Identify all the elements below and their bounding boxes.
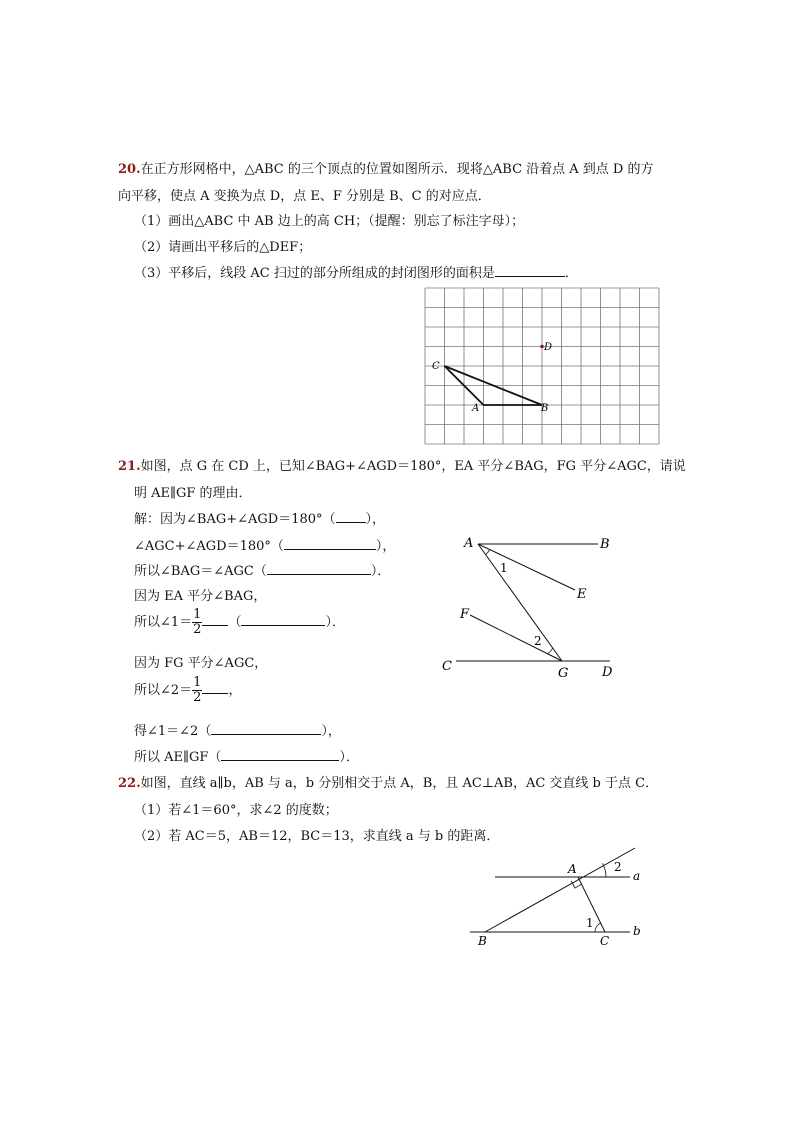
q21-step1-end: ），	[365, 512, 386, 527]
line-fg	[470, 615, 562, 661]
q21-step9-end: ）．	[339, 750, 359, 765]
answer-blank[interactable]	[336, 510, 366, 523]
q21-step5-end: ）．	[325, 615, 345, 630]
q21-step1	[134, 508, 385, 527]
answer-blank[interactable]	[211, 722, 321, 735]
q20-sub2: （2）请画出平移后的△DEF；	[134, 240, 312, 255]
answer-blank[interactable]	[202, 613, 228, 626]
q20-sub1: （1）画出△ABC 中 AB 边上的高 CH；（提醒：别忘了标注字母）；	[134, 214, 525, 229]
q20-sub3	[134, 262, 578, 281]
answer-blank[interactable]	[202, 681, 228, 694]
label-g: G	[558, 666, 569, 681]
q20-line1	[118, 158, 653, 177]
fraction-denominator: 2	[193, 622, 202, 637]
label-b: B	[541, 403, 549, 414]
q21-step5	[134, 608, 345, 637]
q22-sub1: （1）若∠1＝60°，求∠2 的度数；	[134, 803, 338, 818]
answer-blank[interactable]	[284, 537, 376, 550]
fraction-numerator: 1	[193, 607, 202, 622]
angle-2-arc	[548, 648, 553, 654]
q20-line2: 向平移，使点 A 变换为点 D，点 E、F 分别是 B、C 的对应点．	[118, 189, 491, 204]
label-f: F	[460, 607, 470, 622]
answer-blank[interactable]	[221, 748, 339, 761]
angle-1-arc	[595, 923, 601, 932]
q22-sub2: （2）若 AC＝5，AB＝12，BC＝13，求直线 a 与 b 的距离．	[134, 829, 500, 844]
label-d: D	[602, 665, 613, 680]
q22-line1	[118, 772, 658, 791]
q20-grid-figure	[425, 288, 660, 446]
fraction-numerator: 1	[193, 675, 202, 690]
q22-number: 22.	[118, 776, 141, 791]
angle-1-arc	[486, 550, 490, 555]
q21-step6: 因为 FG 平分∠AGC，	[134, 656, 268, 671]
label-a: A	[464, 536, 474, 551]
line-ae	[478, 544, 575, 590]
q21-step3	[134, 560, 390, 579]
q21-step7-end: ，	[228, 683, 242, 698]
q21-step7	[134, 676, 241, 705]
q22-text-1: 如图，直线 a∥b，AB 与 a，b 分别相交于点 A，B，且 AC⊥AB，AC 交直线 b 于点 C．	[140, 776, 659, 791]
q22-figure	[465, 845, 655, 955]
fraction-one-half	[192, 608, 202, 637]
q20-number: 20.	[118, 162, 141, 177]
answer-blank[interactable]	[241, 613, 325, 626]
label-e: E	[577, 587, 587, 602]
q20-sub3-text: （3）平移后，线段 AC 扫过的部分所组成的封闭图形的面积是	[134, 266, 495, 281]
label-b: B	[600, 537, 610, 552]
label-c: C	[432, 361, 440, 372]
q21-step5-mid: （	[228, 615, 242, 630]
label-d: D	[544, 342, 553, 353]
line-b-label: b	[633, 924, 641, 938]
q21-step8	[134, 720, 341, 739]
answer-blank[interactable]	[267, 562, 371, 575]
answer-blank[interactable]	[495, 264, 565, 277]
q21-step9	[134, 746, 359, 765]
q21-step3-text: 所以∠BAG＝∠AGC（	[134, 564, 267, 579]
q21-figure	[430, 530, 630, 685]
q21-step2-text: ∠AGC+∠AGD＝180°（	[134, 539, 284, 554]
q21-step8-end: ），	[321, 724, 341, 739]
angle-1-label: 1	[586, 916, 594, 930]
fraction-denominator: 2	[193, 690, 202, 705]
q21-step3-end: ）．	[370, 564, 391, 579]
angle-1-label: 1	[500, 561, 508, 575]
q20-sub3-end: ．	[564, 266, 578, 281]
q20-text-1: 在正方形网格中，△ABC 的三个顶点的位置如图所示．现将△ABC 沿着点 A 到点 D 的方	[140, 162, 654, 177]
q21-line2: 明 AE∥GF 的理由．	[134, 486, 252, 501]
label-a: A	[568, 862, 577, 876]
q21-line1	[118, 455, 686, 474]
line-ag	[478, 544, 562, 661]
q21-number: 21.	[118, 459, 141, 474]
label-b: B	[478, 934, 487, 948]
q21-step2	[134, 535, 395, 554]
grid-lines	[425, 288, 659, 444]
q21-step8-text: 得∠1＝∠2（	[134, 724, 212, 739]
q21-step9-text: 所以 AE∥GF（	[134, 750, 222, 765]
angle-2-label: 2	[614, 860, 622, 874]
q21-step4: 因为 EA 平分∠BAG，	[134, 589, 267, 604]
q21-step5-text: 所以∠1＝	[134, 615, 193, 630]
fraction-one-half	[192, 676, 202, 705]
label-c: C	[442, 659, 452, 674]
q21-step2-end: ），	[375, 539, 396, 554]
angle-2-label: 2	[534, 634, 542, 648]
label-a: A	[472, 403, 480, 414]
q21-text-1: 如图，点 G 在 CD 上，已知∠BAG+∠AGD＝180°，EA 平分∠BAG，FG 平分∠AGC，请说	[140, 459, 686, 474]
q21-step7-text: 所以∠2＝	[134, 683, 193, 698]
q21-step1-text: 解：因为∠BAG+∠AGD＝180°（	[134, 512, 336, 527]
label-c: C	[600, 934, 610, 948]
line-a-label: a	[633, 869, 641, 883]
line-ab-extended	[485, 848, 635, 932]
